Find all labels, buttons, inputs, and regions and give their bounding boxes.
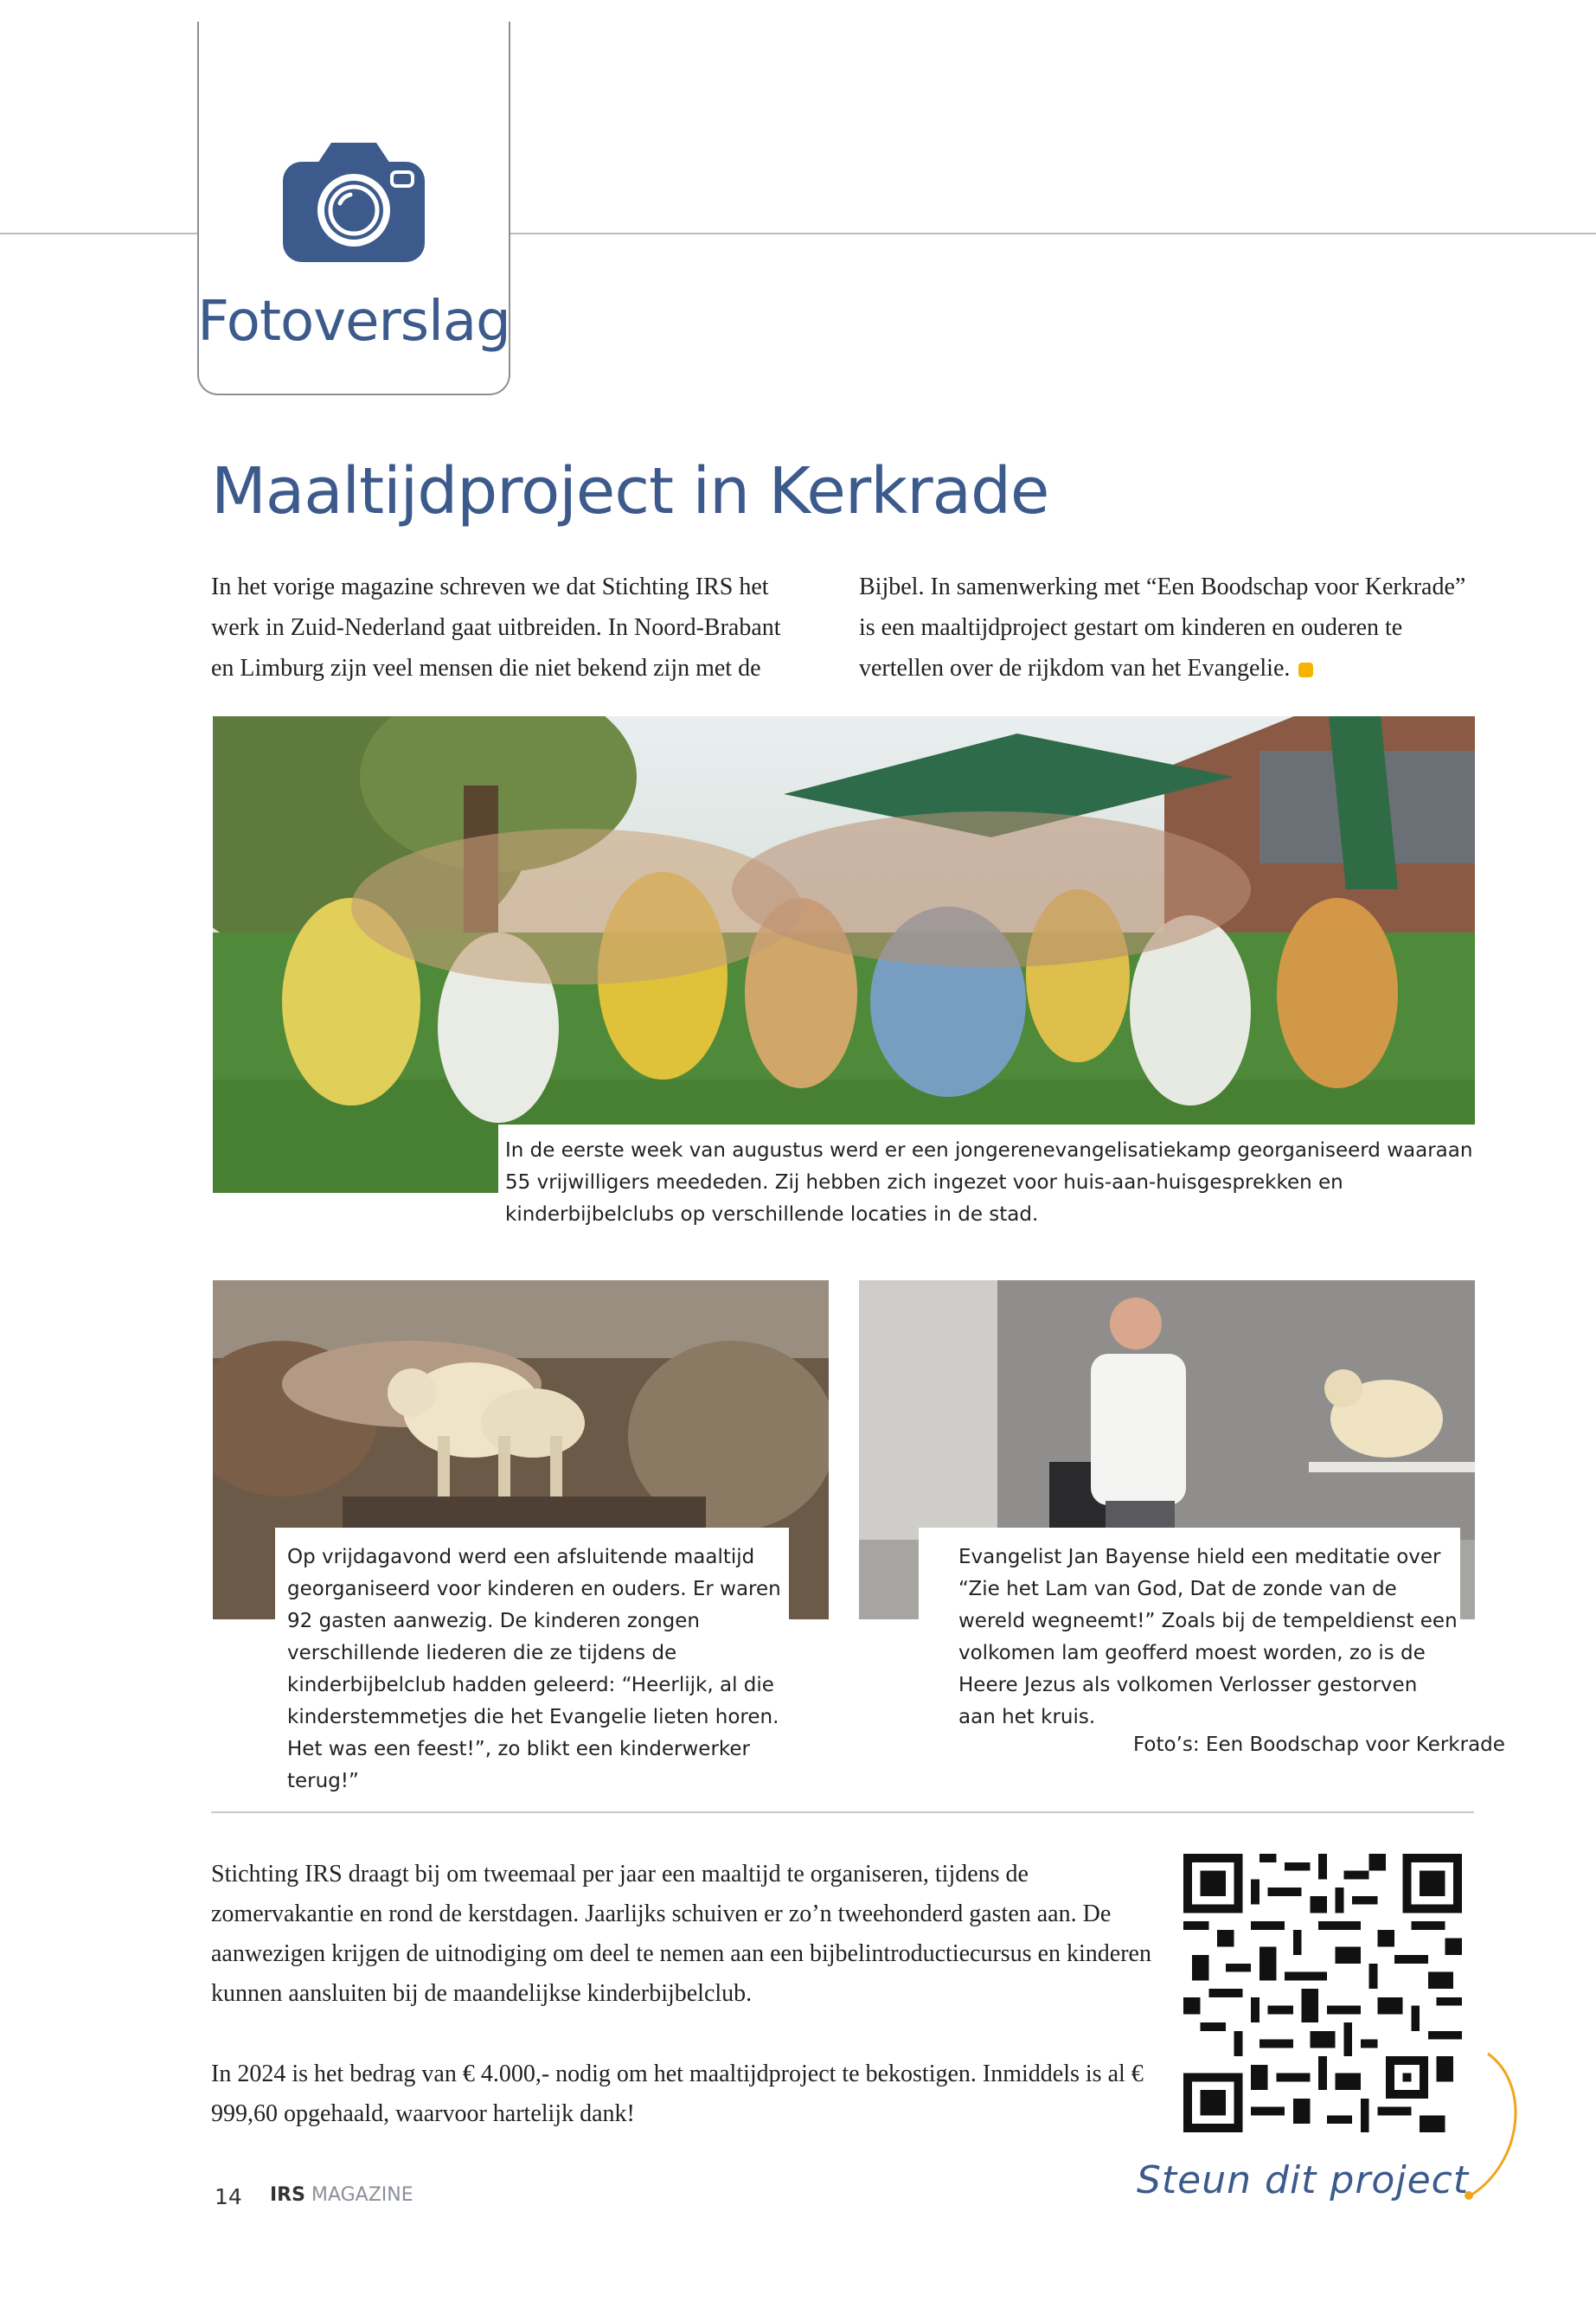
intro-column-2-text: Bijbel. In samenwerking met “Een Boodschap voor Kerkrade” is een maaltijdproject gestart om kinderen en ouderen te vertellen over de rijkdom van het Evangelie. (859, 574, 1466, 682)
group-photo (213, 716, 1475, 1193)
intro-column-1: In het vorige magazine schreven we dat Stichting IRS het werk in Zuid-Nederland gaat uitbreiden. In Noord-Brabant en Limburg zijn veel mensen die niet bekend zijn met de (211, 574, 781, 682)
end-bullet-icon (1298, 663, 1313, 677)
dinner-photo-caption: Op vrijdagavond werd een afsluitende maaltijd georganiseerd voor kinderen en ouders. Er waren 92 gasten aanwezig. De kinderen zongen verschillende liederen die ze tijdens de kinderbijbelclub hadden geleerd: “Heerlijk, al die kinderstemmetjes die het Evangelie lieten horen. Het was een feest!”, zo blikt een kinderwerker terug!” (275, 1528, 789, 1784)
brand-bold: IRS (270, 2184, 305, 2206)
support-project-label[interactable]: Steun dit project (1137, 2158, 1470, 2202)
speaker-photo-caption: Evangelist Jan Bayense hield een meditatie over “Zie het Lam van God, Dat de zonde van de wereld wegneemt!” Zoals bij de tempeldienst een volkomen lam geofferd moest worden, zo is de Heere Jezus als volkomen Verlosser gestorven aan het kruis. (919, 1528, 1460, 1758)
magazine-brand (270, 2184, 413, 2206)
group-photo-caption: In de eerste week van augustus werd er een jongerenevangelisatiekamp georganiseerd waaraan 55 vrijwilligers meededen. Zij hebben zich ingezet voor huis-aan-huisgesprekken en kinderbijbelclubs op verschillende locaties in de stad. (498, 1125, 1483, 1247)
body-paragraph-1: Stichting IRS draagt bij om tweemaal per jaar een maaltijd te organiseren, tijdens de zomervakantie en rond de kerstdagen. Jaarlijks schuiven er zo’n tweehonderd gasten aan. De aanwezigen krijgen de uitnodiging om deel te nemen aan een bijbelintroductiecursus en kinderen kunnen aansluiten bij de maandelijkse kinderbijbelclub. (211, 1861, 1151, 2007)
body-paragraph-2: In 2024 is het bedrag van € 4.000,- nodig om het maaltijdproject te bekostigen. Inmiddels is al € 999,60 opgehaald, waarvoor hartelijk dank! (211, 2061, 1144, 2127)
brand-light: MAGAZINE (311, 2184, 413, 2206)
page-number: 14 (215, 2184, 242, 2209)
camera-icon (283, 143, 425, 262)
donation-qr-code[interactable] (1183, 1854, 1462, 2132)
article-title: Maaltijdproject in Kerkrade (211, 454, 1049, 529)
photo-credit: Foto’s: Een Boodschap voor Kerkrade (1133, 1734, 1505, 1756)
group-photo-image (213, 716, 1475, 1193)
intro-column-2 (859, 567, 1482, 689)
section-label: Fotoverslag (197, 290, 510, 354)
content-divider (211, 1811, 1474, 1813)
